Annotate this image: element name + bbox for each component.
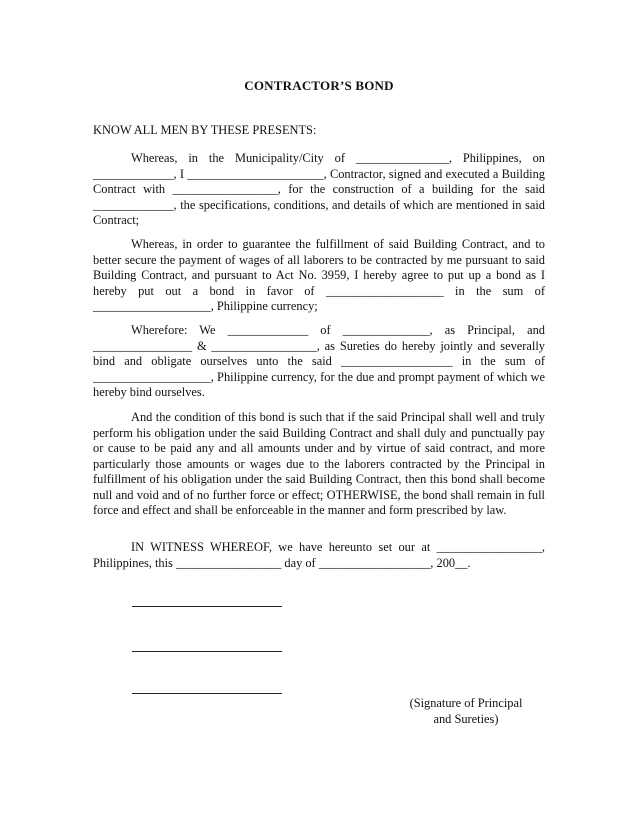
paragraph-witness: IN WITNESS WHEREOF, we have hereunto set our at _________________, Philippines, this _________________ day of __________________, 200__. bbox=[93, 540, 545, 570]
intro-line: KNOW ALL MEN BY THESE PRESENTS: bbox=[93, 123, 317, 137]
paragraph-condition: And the condition of this bond is such that if the said Principal shall well and truly perform his obligation under the said Building Contract and shall duly and punctually pay or cause to be paid any and all amounts under and by virtue of said contract, and more particularly those amounts or wages due to the laborers contracted by the Principal in fulfillment of his obligation under the said Building Contract, then this bond shall become null and void and of no further force or effect; OTHERWISE, the bond shall remain in full force and effect and shall be enforceable in the manner and form prescribed by law. bbox=[93, 410, 545, 517]
signature-line-3 bbox=[132, 693, 282, 694]
signature-caption-line-1: (Signature of Principal bbox=[409, 696, 523, 710]
signature-caption-line-2: and Sureties) bbox=[433, 711, 499, 726]
signature-caption bbox=[380, 696, 552, 727]
paragraph-wherefore: Wherefore: We _____________ of ______________, as Principal, and ________________ & _________________, as Sureties do hereby jointly and severally bind and obligate ourselves unto the said __________________ in the sum of ___________________, Philippine currency, for the due and prompt payment of which we hereby bind ourselves. bbox=[93, 323, 545, 399]
signature-line-2 bbox=[132, 651, 282, 652]
document-title: CONTRACTOR’S BOND bbox=[244, 78, 394, 93]
paragraph-whereas-guarantee: Whereas, in order to guarantee the fulfillment of said Building Contract, and to better secure the payment of wages of all laborers to be contracted by me pursuant to said Building Contract, and pursuant to Act No. 3959, I hereby agree to put up a bond as I hereby put out a bond in favor of ___________________ in the sum of ___________________, Philippine currency; bbox=[93, 237, 545, 313]
signature-line-1 bbox=[132, 606, 282, 607]
paragraph-whereas-contract: Whereas, in the Municipality/City of _______________, Philippines, on _____________, I ______________________, Contractor, signed and executed a Building Contract with _________________, for the construction of a building for the said _____________, the specifications, conditions, and details of which are mentioned in said Contract; bbox=[93, 151, 545, 227]
